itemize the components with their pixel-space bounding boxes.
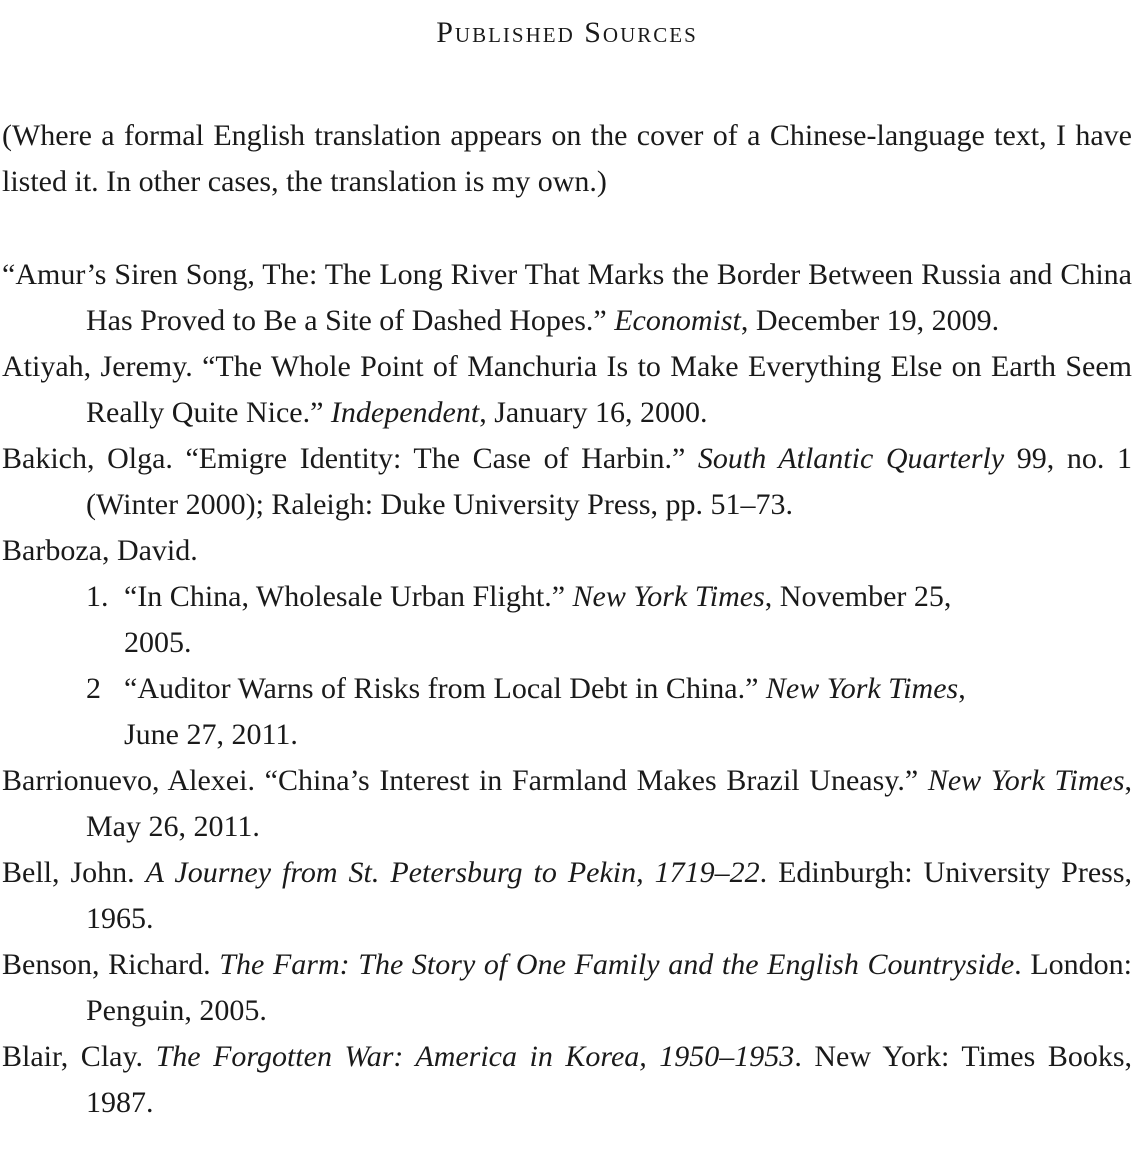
entry-text: . Edinburgh: University Press, 1965. [86,856,1132,935]
bibliography-entry [2,252,1132,344]
entry-text: 99, no. 1 (Winter 2000); Raleigh: Duke University Press, pp. 51–73. [86,442,1133,521]
entry-text: Blair, Clay. [2,1040,156,1073]
entry-source-title: New York Times [927,764,1125,797]
entry-text: , May 26, 2011. [86,764,1132,843]
entry-source-title: A Journey from St. Petersburg to Pekin, 1719–22 [145,856,760,889]
bibliography-list [2,252,1132,1126]
subentry-number: 2 [86,672,101,705]
entry-source-title: Economist [614,304,741,337]
entry-text: , December 19, 2009. [740,304,1000,337]
bibliography-entry-author [2,528,1132,574]
entry-text: . London: Penguin, 2005. [86,948,1132,1027]
entry-source-title: The Farm: The Story of One Family and the English Countryside [219,948,1015,981]
entry-text: “In China, Wholesale Urban Flight.” [124,580,573,613]
entry-source-title: South Atlantic Quarterly [697,442,1005,475]
entry-text: Benson, Richard. [2,948,220,981]
bibliography-entry [2,758,1132,850]
entry-source-title: Independent [330,396,480,429]
entry-text: , November 25, 2005. [124,580,952,659]
entry-text: Barrionuevo, Alexei. “China’s Interest in Farmland Makes Brazil Uneasy.” [2,764,928,797]
entry-text: “Auditor Warns of Risks from Local Debt in China.” [124,672,766,705]
entry-text: Atiyah, Jeremy. “The Whole Point of Manchuria Is to Make Everything Else on Earth Seem Really Quite Nice.” [2,350,1132,429]
entry-text: Bakich, Olga. “Emigre Identity: The Case of Harbin.” [2,442,698,475]
entry-text: , January 16, 2000. [479,396,708,429]
translation-note: (Where a formal English translation appears on the cover of a Chinese-language text, I have listed it. In other cases, the translation is my own.) [2,119,1132,198]
bibliography-entry [2,436,1132,528]
bibliography-entry [2,1034,1132,1126]
document-page [0,10,1134,1173]
entry-text: . New York: Times Books, 1987. [86,1040,1133,1119]
bibliography-entry [2,942,1132,1034]
entry-text: “Amur’s Siren Song, The: The Long River That Marks the Border Between Russia and China Has Proved to Be a Site of Dashed Hopes.” [2,258,1132,337]
entry-source-title: New York Times [572,580,765,613]
section-heading: Published Sources [436,16,698,49]
subentry-number: 1. [86,580,109,613]
entry-author: Barboza, David. [2,534,198,567]
bibliography-subentry [2,574,1132,666]
entry-text: Bell, John. [2,856,146,889]
bibliography-entry [2,344,1132,436]
entry-source-title: The Forgotten War: America in Korea, 1950–1953 [155,1040,795,1073]
bibliography-entry [2,850,1132,942]
bibliography-subentry [2,666,1132,758]
entry-source-title: New York Times [765,672,959,705]
entry-text: , June 27, 2011. [124,672,966,751]
